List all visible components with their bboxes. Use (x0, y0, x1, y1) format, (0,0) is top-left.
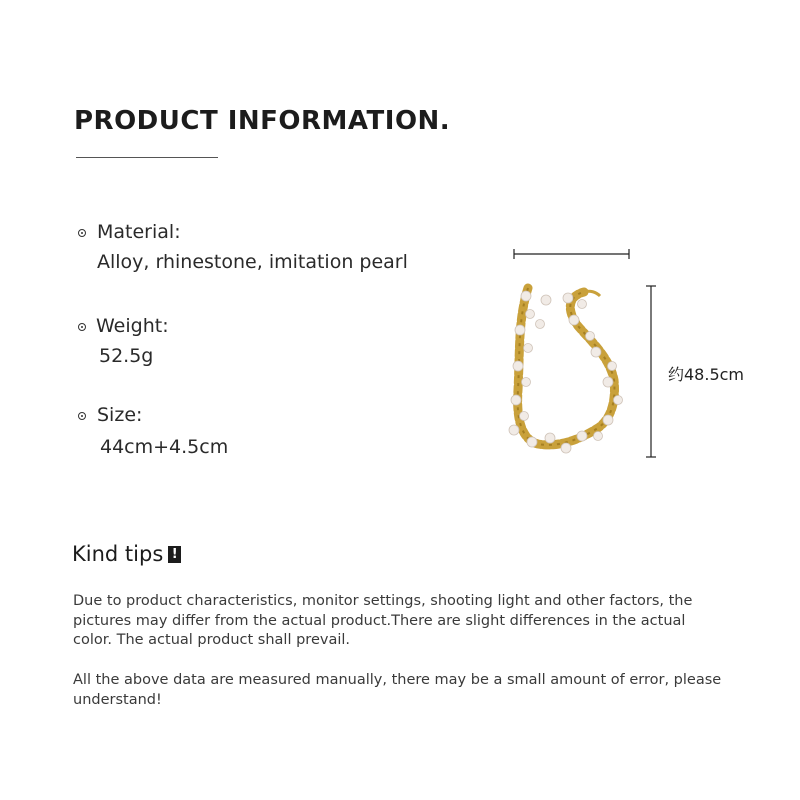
size-value: 44cm+4.5cm (100, 436, 229, 458)
length-dimension-label: 约48.5cm (668, 365, 745, 384)
kind-tips-title: Kind tips (72, 542, 164, 566)
weight-value: 52.5g (99, 345, 154, 367)
necklace-image (490, 240, 770, 470)
material-bullet-icon (78, 229, 86, 237)
width-dimension-line (514, 249, 629, 259)
weight-bullet-icon (78, 323, 86, 331)
material-value: Alloy, rhinestone, imitation pearl (97, 251, 408, 273)
material-label: Material: (97, 221, 181, 243)
kind-tips-note-1: Due to product characteristics, monitor settings, shooting light and other factors, the pictures may differ from the actual product.There are slight differences in the actual color. The actual product shall prevail. (73, 593, 693, 648)
title-underline (76, 157, 218, 158)
exclamation-icon: ! (168, 546, 181, 563)
length-dimension-line (646, 286, 656, 457)
size-label: Size: (97, 404, 143, 426)
kind-tips-heading (72, 542, 181, 566)
page-title: PRODUCT INFORMATION. (74, 106, 451, 136)
weight-label: Weight: (96, 315, 169, 337)
kind-tips-note-2: All the above data are measured manually, there may be a small amount of error, please understand! (73, 672, 722, 708)
size-bullet-icon (78, 412, 86, 420)
